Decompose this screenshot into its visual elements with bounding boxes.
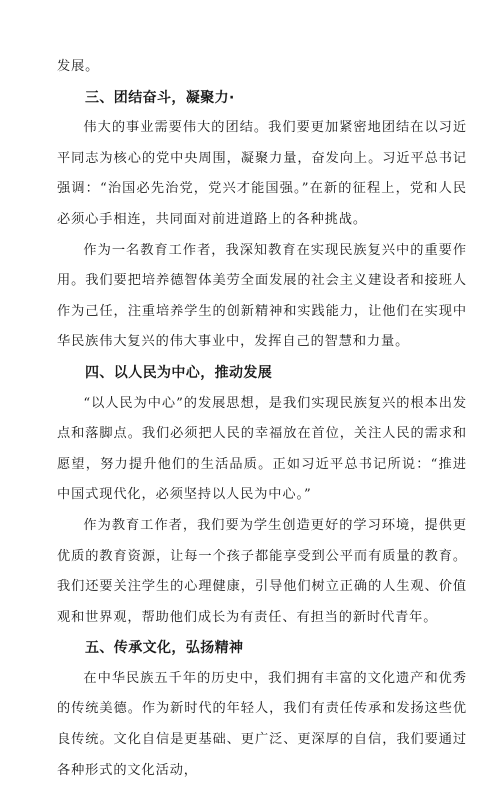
section-heading-5: 五、传承文化，弘扬精神 <box>85 640 244 657</box>
paragraph-unity: 伟大的事业需要伟大的团结。我们要更加紧密地团结在以习近平同志为核心的党中央周围，凝聚力量，奋发向上。习近平总书记强调：“治国必先治党，党兴才能国强。”在新的征程上，党和人民必须心手相连，共同面对前进道路上的各种挑战。 <box>57 120 467 227</box>
paragraph-people-centered: “以人民为中心”的发展思想，是我们实现民族复兴的根本出发点和落脚点。我们必须把人民的幸福放在首位，关注人民的需求和愿望，努力提升他们的生活品质。正如习近平总书记所说：“推进中国式现代化，必须坚持以人民为中心。” <box>57 395 467 503</box>
section-heading-4: 四、以人民为中心，推动发展 <box>85 364 273 381</box>
document-body <box>57 52 467 786</box>
paragraph-education-resources: 作为教育工作者，我们要为学生创造更好的学习环境，提供更优质的教育资源，让每一个孩子都能享受到公平而有质量的教育。我们还要关注学生的心理健康，引导他们树立正确的人生观、价值观和世界观，帮助他们成长为有责任、有担当的新时代青年。 <box>57 517 467 625</box>
section-heading-3: 三、团结奋斗，凝聚力· <box>85 89 235 106</box>
paragraph-educator: 作为一名教育工作者，我深知教育在实现民族复兴中的重要作用。我们要把培养德智体美劳全面发展的社会主义建设者和接班人作为己任，注重培养学生的创新精神和实践能力，让他们在实现中华民族伟大复兴的伟大事业中，发挥自己的智慧和力量。 <box>57 242 467 350</box>
paragraph-culture: 在中华民族五千年的历史中，我们拥有丰富的文化遗产和优秀的传统美德。作为新时代的年轻人，我们有责任传承和发扬这些优良传统。文化自信是更基础、更广泛、更深厚的自信，我们要通过各种形式的文化活动， <box>57 670 467 778</box>
paragraph-fazhan: 发展。 <box>57 59 100 74</box>
